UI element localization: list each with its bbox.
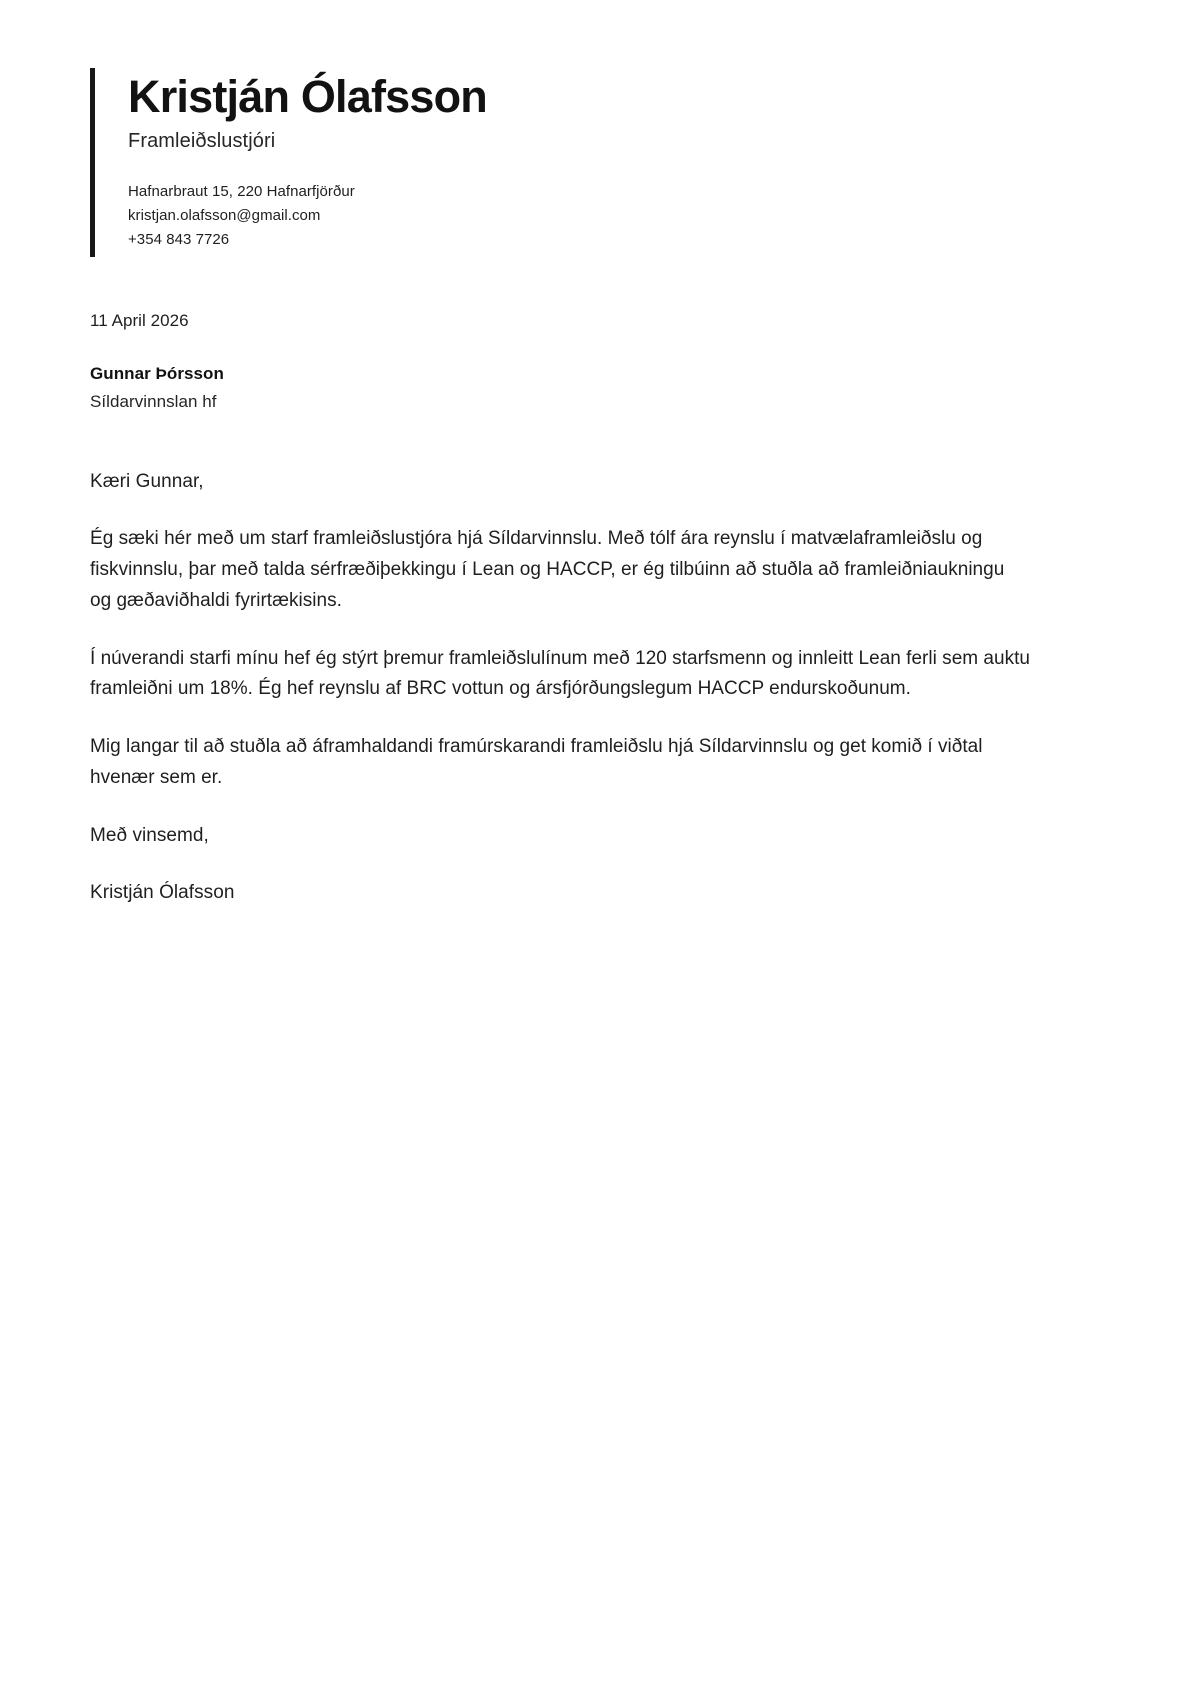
salutation: Kæri Gunnar, (90, 470, 204, 492)
body-paragraph-2: Í núverandi starfi mínu hef ég stýrt þremur framleiðslulínum með 120 starfsmenn og innleitt Lean ferli sem auktu framleiðni um 18%. Ég hef reynslu af BRC vottun og ársfjórðungslegum HACCP endurskoðunum. (90, 647, 1031, 700)
signature-name: Kristján Ólafsson (90, 882, 235, 904)
body-paragraph-1: Ég sæki hér með um starf framleiðslustjóra hjá Síldarvinnslu. Með tólf ára reynslu í matvælaframleiðslu og fiskvinnslu, þar með talda sérfræðiþekkingu í Lean og HACCP, er ég tilbúinn að stuðla að framleiðniaukningu og gæðaviðhaldi fyrirtækisins. (90, 528, 1005, 611)
recipient-company: Síldarvinnslan hf (90, 392, 217, 412)
applicant-address: Hafnarbraut 15, 220 Hafnarfjörður (128, 183, 355, 201)
recipient-name: Gunnar Þórsson (90, 363, 224, 383)
letterhead (90, 68, 1100, 257)
applicant-job-title: Framleiðslustjóri (128, 130, 276, 153)
letter-date: 11 April 2026 (90, 311, 189, 330)
applicant-email: kristjan.olafsson@gmail.com (128, 207, 321, 225)
applicant-phone: +354 843 7726 (128, 230, 230, 248)
letter-body (90, 308, 1030, 907)
applicant-name: Kristján Ólafsson (128, 71, 487, 122)
closing-salutation: Með vinsemd, (90, 824, 209, 846)
body-paragraph-3: Mig langar til að stuðla að áframhaldandi framúrskarandi framleiðslu hjá Síldarvinnslu og get komið í viðtal hvenær sem er. (90, 736, 983, 788)
letterhead-content (95, 68, 487, 257)
